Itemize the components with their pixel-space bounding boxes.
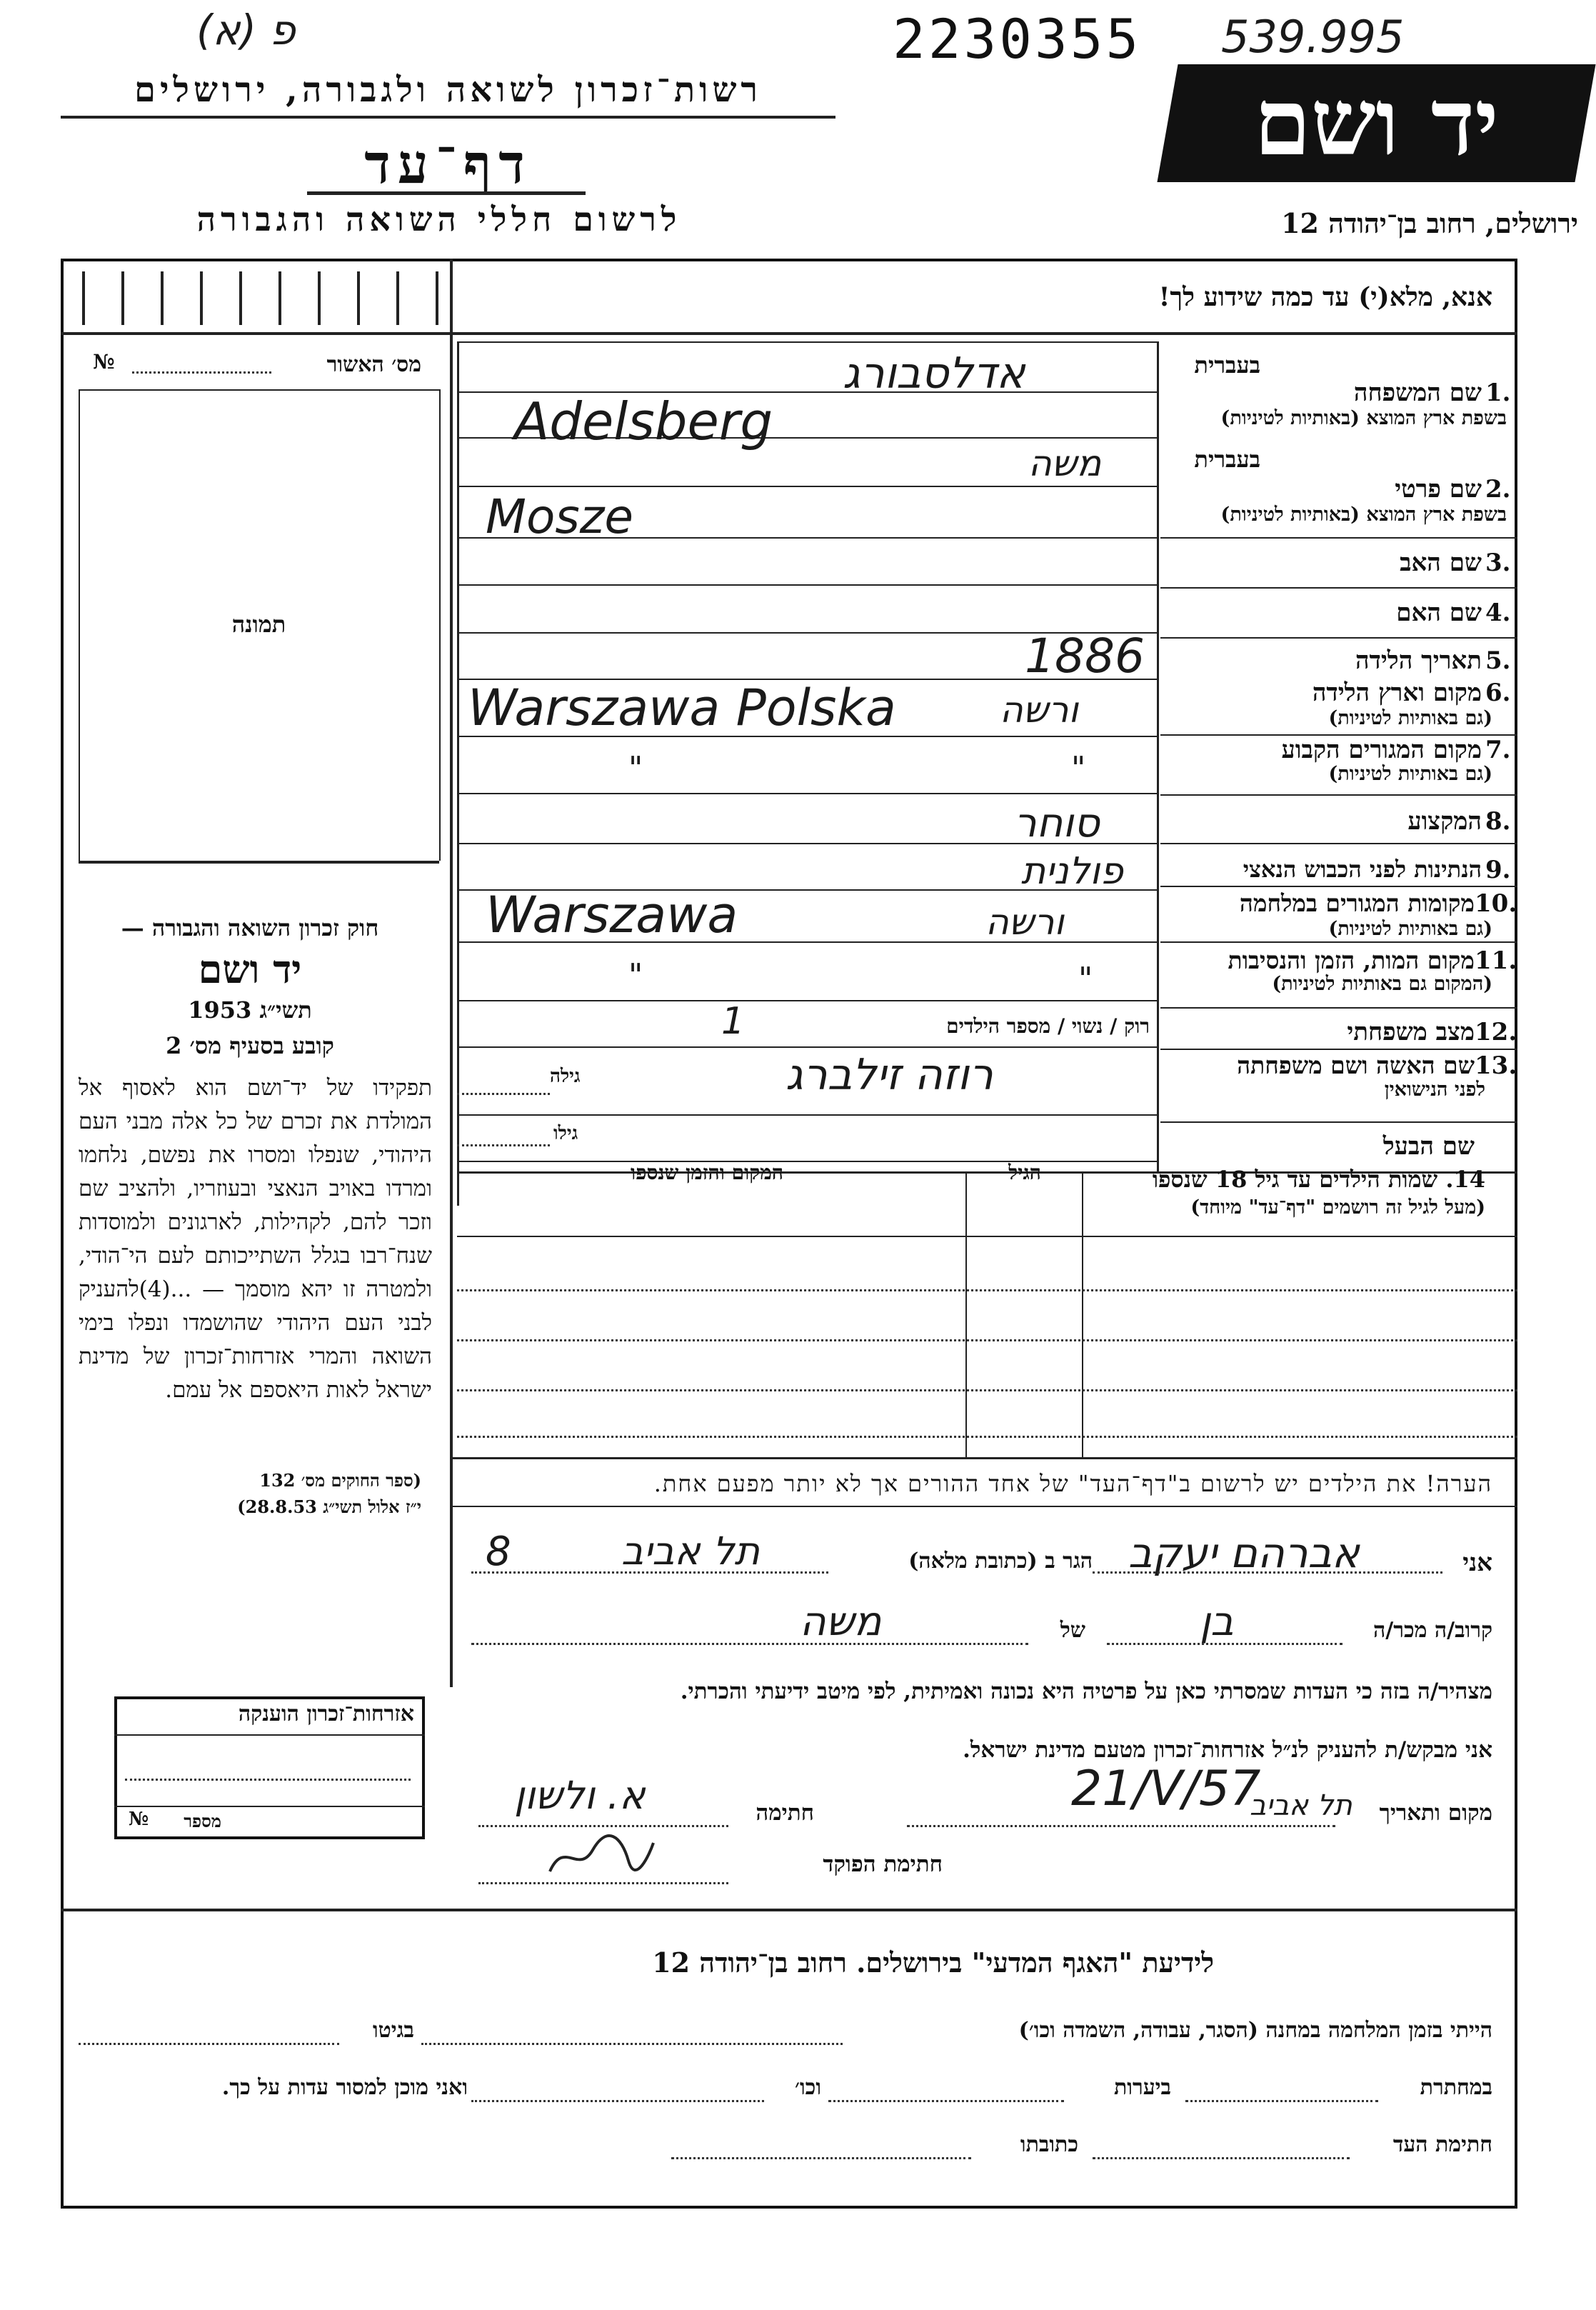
citizenship-number-sign: № xyxy=(129,1809,149,1830)
sidebar-divider xyxy=(450,259,453,1687)
label-sep-5 xyxy=(1160,794,1517,796)
address: ירושלים, רחוב בן־יהודה 12 xyxy=(1281,207,1578,239)
field-2-sub: בשפת ארץ המוצא (באותיות לטיניות) xyxy=(1220,504,1507,526)
field-13-number: 13. xyxy=(1475,1051,1517,1080)
field-5-label: תאריך הלידה xyxy=(1355,646,1482,675)
field-2-number: 2. xyxy=(1485,475,1511,504)
registration-number-sign: № xyxy=(93,350,115,374)
residence-ditto-1: " xyxy=(628,750,643,786)
science-address-field[interactable] xyxy=(671,2157,971,2159)
profession-value[interactable]: סוחר xyxy=(1014,800,1100,846)
officer-signature-label: חתימת הפוקד xyxy=(823,1851,943,1877)
given-latin-value[interactable]: Mosze xyxy=(486,489,633,544)
field-11-sub: (המקום גם באותיות לטיניות) xyxy=(1272,973,1492,995)
declarant-label: אני xyxy=(1462,1549,1492,1577)
label-sep-9 xyxy=(1160,1007,1517,1009)
form-subtitle: לרשום חללי השואה והגבורה xyxy=(196,200,682,239)
law-year: תשי״ג 1953 xyxy=(188,996,312,1024)
witness-name-field[interactable] xyxy=(1093,1571,1442,1574)
children-col-2 xyxy=(1082,1171,1083,1457)
instruction-rule xyxy=(450,332,1517,335)
witness-address-field[interactable] xyxy=(471,1571,828,1574)
given-hebrew-value[interactable]: משה xyxy=(1028,443,1102,484)
wife-age-label: גילה xyxy=(550,1066,581,1087)
field-3-label: שם האב xyxy=(1400,549,1482,577)
surname-latin-value[interactable]: Adelsberg xyxy=(514,391,773,451)
children-row-5[interactable] xyxy=(457,1436,1517,1438)
place-value[interactable]: תל אביב xyxy=(1250,1789,1352,1822)
children-note-warning: הערה! את הילדים יש לרשום ב"דף־העד" של אחד ההורים אך לא יותר מפעם אחת. xyxy=(653,1470,1492,1497)
field-3-number: 3. xyxy=(1485,549,1511,577)
science-section-rule xyxy=(61,1909,1517,1911)
field-11-number: 11. xyxy=(1475,946,1517,975)
science-forests-field[interactable] xyxy=(828,2100,1064,2102)
photo-box-top xyxy=(79,389,439,391)
field-7-label: מקום המגורים הקבוע xyxy=(1281,736,1482,764)
children-col-place-header: המקום והזמן שנספו xyxy=(631,1161,783,1184)
date-value[interactable]: 21/V/57 xyxy=(1071,1761,1261,1817)
field-8-number: 8. xyxy=(1485,807,1511,836)
field-2-hebrew-tag: בעברית xyxy=(1194,446,1260,473)
death-ditto-2: " xyxy=(1078,961,1093,997)
label-sep-1 xyxy=(1160,537,1517,539)
signature-field[interactable] xyxy=(478,1825,728,1827)
wartime-place-hebrew-value[interactable]: ורשה xyxy=(985,901,1064,943)
children-row-4[interactable] xyxy=(457,1389,1517,1391)
birthplace-hebrew-value[interactable]: ורשה xyxy=(1000,689,1078,731)
field-10-label: מקומות המגורים במלחמה xyxy=(1239,889,1475,917)
photo-label: תמונה xyxy=(231,611,286,638)
field-1-sub: בשפת ארץ המוצא (באותיות לטיניות) xyxy=(1220,407,1507,429)
note-rule xyxy=(450,1506,1517,1507)
officer-signature-mark xyxy=(543,1832,657,1882)
witness-address-value[interactable]: תל אביב xyxy=(621,1529,760,1574)
children-count-value[interactable]: 1 xyxy=(721,1000,746,1043)
of-name-field[interactable] xyxy=(471,1643,1028,1645)
field-8-label: המקצוע xyxy=(1407,807,1482,836)
field-6-number: 6. xyxy=(1485,679,1511,707)
citizenship-line-1[interactable] xyxy=(125,1779,411,1781)
row-line-11 xyxy=(457,1000,1157,1001)
label-sep-3 xyxy=(1160,637,1517,639)
label-sep-10 xyxy=(1160,1049,1517,1050)
law-reference-1: (ספר החוקים מס׳ 132 xyxy=(259,1470,421,1491)
science-forests-label: ביערות xyxy=(1113,2075,1171,2100)
citizenship-title-rule xyxy=(114,1734,425,1736)
authority-underline xyxy=(61,116,835,119)
wife-age-field[interactable] xyxy=(457,1093,550,1095)
label-sep-11 xyxy=(1160,1121,1517,1123)
children-row-1 xyxy=(457,1236,1517,1237)
officer-signature-field[interactable] xyxy=(478,1882,728,1884)
field-9-number: 9. xyxy=(1485,856,1511,884)
place-date-label: מקום ותאריך xyxy=(1379,1800,1492,1826)
citizenship-title: אזרחות־זכרון הוענקה xyxy=(238,1701,414,1726)
children-col-1 xyxy=(965,1171,967,1457)
law-name: יד ושם xyxy=(198,946,302,992)
grid-left xyxy=(457,341,459,1206)
relation-value[interactable]: בן xyxy=(1200,1599,1234,1645)
science-witness-signature-field[interactable] xyxy=(1093,2157,1350,2159)
label-sep-7 xyxy=(1160,886,1517,887)
citizenship-number-label: מספר xyxy=(184,1811,221,1831)
field-10-number: 10. xyxy=(1475,889,1517,918)
field-13-sub: לפני הנישואין xyxy=(1384,1079,1485,1101)
yad-vashem-logo: יד ושם xyxy=(1157,64,1595,182)
title-underline xyxy=(307,191,586,195)
children-title: 14. שמות הילדים עד גיל 18 שנספו xyxy=(1152,1166,1485,1193)
field-11-label: מקום המות, הזמן והנסיבות xyxy=(1228,946,1475,974)
field-1-hebrew-tag: בעברית xyxy=(1194,351,1260,379)
marital-options: רוק / נשוי / מספר הילדים xyxy=(946,1014,1150,1038)
place-date-field[interactable] xyxy=(907,1825,1335,1827)
children-row-3[interactable] xyxy=(457,1339,1517,1341)
label-sep-2 xyxy=(1160,587,1517,589)
science-ghetto-field[interactable] xyxy=(79,2043,339,2045)
field-6-sub: (גם באותיות לטיניות) xyxy=(1328,707,1492,729)
husband-age-field[interactable] xyxy=(457,1144,550,1146)
field-7-number: 7. xyxy=(1485,736,1511,764)
science-etc-label: וכו׳ xyxy=(795,2075,821,2100)
field-5-number: 5. xyxy=(1485,646,1511,675)
sidebar-top-rule xyxy=(61,332,450,335)
row-line-3 xyxy=(457,584,1157,586)
children-col-age-header: הגיל xyxy=(1008,1161,1041,1184)
row-line-12 xyxy=(457,1046,1157,1048)
label-sep-6 xyxy=(1160,843,1517,844)
signature-value[interactable]: א. ולשון xyxy=(514,1773,646,1818)
birthplace-value[interactable]: Warszawa Polska xyxy=(468,679,896,737)
law-text: תפקידו של יד־ושם הוא לאסוף אל המולדת את זכרם של כל אלה מבני העם היהודי, שנפלו ומסרו את נפשם, נלחמו ומרדו באויב הנאצי ובעוזריו, ולהציב שם וזכר להם, לקהילות, לארגונים ולמוסדות שנח־רבו בגלל השתייכותם לעם הי־הודי, ולמטרה זו יהא מוסמך — ...(4)להעניק לבני העם היהודי שהושמדו ונפלו בימי השואה והמרי אזרחות־זכרון של מדינת ישראל לאות היאספם אל עמם. xyxy=(79,1075,432,1403)
of-label: של xyxy=(1060,1618,1085,1643)
citizenship-number-rule xyxy=(114,1806,425,1807)
witness-name-value[interactable]: אברהם יעקב xyxy=(1128,1529,1360,1577)
surname-hebrew-value[interactable]: אדלסבורג xyxy=(843,349,1025,399)
relation-field[interactable] xyxy=(1107,1643,1342,1645)
photo-box-right xyxy=(439,389,441,861)
science-camp-label: הייתי בזמן המלחמה במחנה (הסגר, עבודה, השמדה וכו׳) xyxy=(1018,2018,1492,2043)
law-title: חוק זכרון השואה והגבורה — xyxy=(121,914,379,941)
corner-mark: פ (א) xyxy=(196,6,296,54)
field-2-label: שם פרטי xyxy=(1395,475,1482,504)
row-line-7 xyxy=(457,793,1157,794)
science-etc-field[interactable] xyxy=(471,2100,764,2102)
birth-year-value[interactable]: 1886 xyxy=(1025,629,1145,684)
field-12-number: 12. xyxy=(1475,1018,1517,1046)
wife-row-rule xyxy=(457,1114,1157,1116)
field-10-sub: (גם באותיות לטיניות) xyxy=(1328,918,1492,940)
children-table-bottom xyxy=(450,1457,1517,1459)
science-underground-label: במחתרת xyxy=(1420,2075,1492,2100)
instruction: אנא, מלא(י) עד כמה שידוע לך! xyxy=(1158,282,1492,312)
tick-strip xyxy=(82,271,439,325)
declaration-text: מצהיר/ה בזה כי העדות שמסרתי כאן על פרטיה היא נכונה ואמיתית, לפי מיטב ידיעתי והכרתי. xyxy=(680,1679,1492,1704)
science-ghetto-label: בגיטו xyxy=(372,2018,414,2043)
children-row-2[interactable] xyxy=(457,1289,1517,1291)
row-line-2a xyxy=(457,486,1157,487)
field-13-label: שם האשה ושם משפחתה xyxy=(1237,1051,1475,1079)
grid-top xyxy=(457,341,1157,343)
signature-label: חתימה xyxy=(756,1800,814,1826)
document-number: 2230355 xyxy=(893,7,1142,71)
field-6-label: מקום וארץ הלידה xyxy=(1312,679,1482,707)
field-1-label: שם המשפחה xyxy=(1353,379,1482,407)
law-clause: קובע בסעיף מס׳ 2 xyxy=(166,1032,334,1059)
husband-age-label: גילו xyxy=(553,1123,578,1144)
science-title: לידיעת "האגף המדעי" בירושלים. רחוב בן־יהודה 12 xyxy=(652,1946,1214,1979)
form-title: דף־עד xyxy=(364,132,532,196)
request-text: אני מבקש/ת להעניק לנ״ל אזרחות־זכרון מטעם מדינת ישראל. xyxy=(963,1737,1492,1763)
of-name-value[interactable]: משה xyxy=(800,1599,882,1645)
field-12-label: מצב משפחתי xyxy=(1347,1018,1475,1046)
registration-number-label: מס׳ האשור xyxy=(326,352,421,377)
photo-box-bottom xyxy=(79,861,439,864)
science-camp-field[interactable] xyxy=(421,2043,843,2045)
field-1-number: 1. xyxy=(1485,379,1511,407)
field-4-number: 4. xyxy=(1485,599,1511,627)
field-9-label: הנתינות לפני הכבוש הנאצי xyxy=(1243,856,1482,883)
field-7-sub: (גם באותיות לטיניות) xyxy=(1328,763,1492,785)
registration-number-field[interactable] xyxy=(132,371,271,374)
children-note: (מעל לגיל זה רושמים "דף־עד" מיוחד) xyxy=(1190,1196,1485,1219)
husband-label: שם הבעל xyxy=(1382,1132,1475,1161)
nationality-value[interactable]: פולנית xyxy=(1021,850,1123,893)
grid-right xyxy=(1157,341,1159,1174)
relative-label: קרוב/ה מכר/ה xyxy=(1373,1618,1492,1643)
law-reference-2: י״ז אלול תשי״ג 28.8.53) xyxy=(237,1496,421,1517)
residing-label: הגר ב (כתובת מלאה) xyxy=(908,1549,1093,1574)
science-underground-field[interactable] xyxy=(1185,2100,1378,2102)
witness-street-value[interactable]: 8 xyxy=(486,1529,511,1575)
authority-name: רשות־זכרון לשואה ולגבורה, ירושלים xyxy=(134,70,763,110)
science-willing-label: ואני מוכן למסור עדות על כך. xyxy=(221,2075,468,2100)
field-4-label: שם האם xyxy=(1396,599,1482,627)
science-address-label: כתובתו xyxy=(1020,2132,1078,2157)
label-sep-8 xyxy=(1160,941,1517,943)
science-witness-signature-label: חתימת העד xyxy=(1392,2132,1492,2157)
residence-ditto-2: " xyxy=(1071,750,1086,786)
wartime-place-value[interactable]: Warszawa xyxy=(486,886,738,944)
wife-name-value[interactable]: רוזה זילברג xyxy=(786,1050,993,1100)
death-ditto-1: " xyxy=(628,957,643,994)
reference-number: 539.995 xyxy=(1221,11,1405,63)
